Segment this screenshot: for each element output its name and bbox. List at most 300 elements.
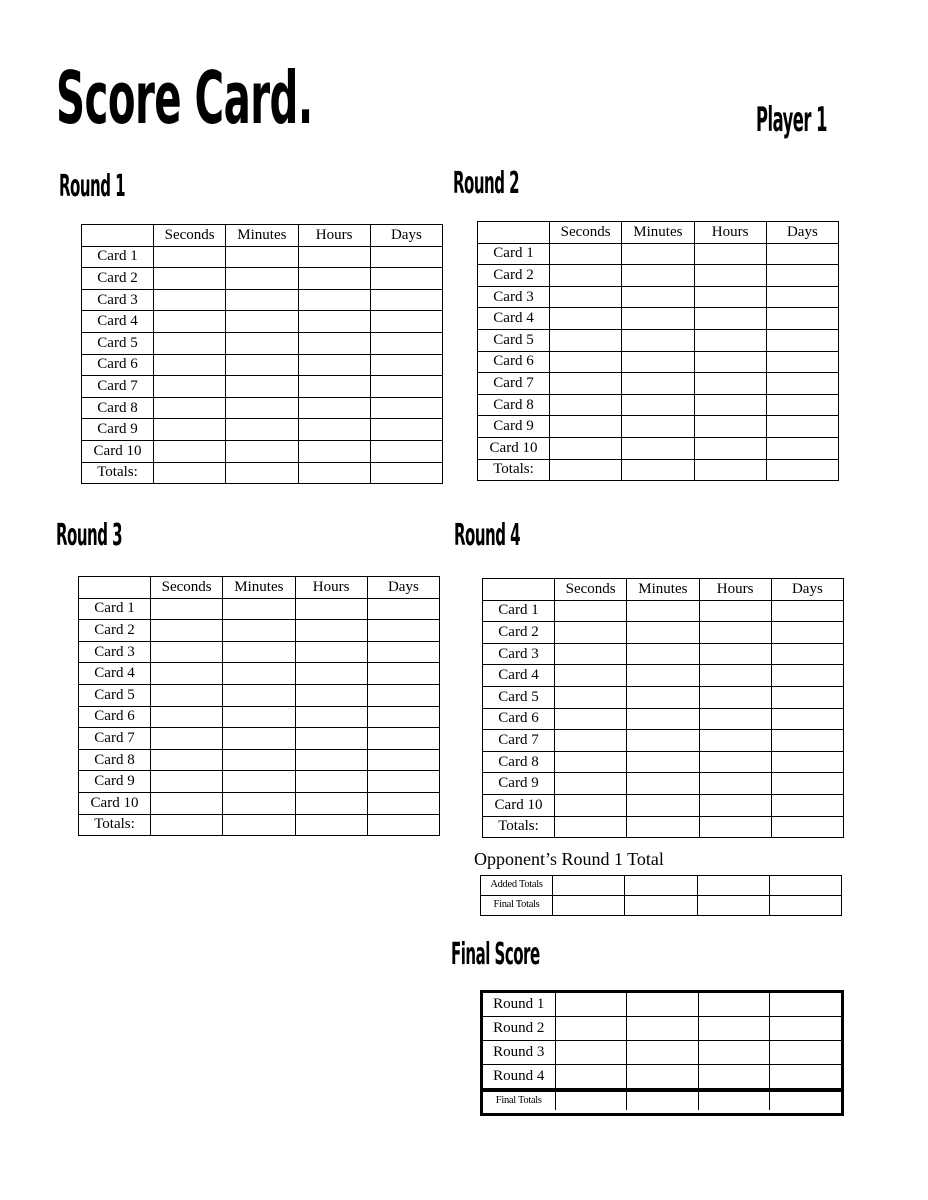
- score-cell[interactable]: [298, 311, 370, 333]
- score-cell[interactable]: [766, 351, 838, 373]
- score-cell[interactable]: [555, 993, 627, 1017]
- score-cell[interactable]: [694, 329, 766, 351]
- score-cell[interactable]: [151, 749, 223, 771]
- score-cell[interactable]: [766, 308, 838, 330]
- score-cell[interactable]: [771, 794, 843, 816]
- score-cell[interactable]: [555, 686, 627, 708]
- score-cell[interactable]: [295, 728, 367, 750]
- score-cell[interactable]: [627, 665, 699, 687]
- score-cell[interactable]: [699, 773, 771, 795]
- score-cell[interactable]: [298, 289, 370, 311]
- row-label: Card 7: [478, 373, 550, 395]
- row-label: Card 6: [478, 351, 550, 373]
- score-cell[interactable]: [223, 706, 295, 728]
- score-cell[interactable]: [226, 246, 298, 268]
- score-cell[interactable]: [550, 416, 622, 438]
- score-cell[interactable]: [555, 1065, 627, 1091]
- table-row: [82, 311, 443, 333]
- score-cell[interactable]: [226, 311, 298, 333]
- score-cell[interactable]: [694, 265, 766, 287]
- score-cell[interactable]: [771, 622, 843, 644]
- score-cell[interactable]: [223, 792, 295, 814]
- score-cell[interactable]: [699, 665, 771, 687]
- score-cell[interactable]: [697, 896, 769, 916]
- score-cell[interactable]: [699, 794, 771, 816]
- score-cell[interactable]: [625, 876, 697, 896]
- score-cell[interactable]: [298, 440, 370, 462]
- row-label: Card 9: [483, 773, 555, 795]
- score-cell[interactable]: [622, 437, 694, 459]
- row-label: Card 2: [82, 268, 154, 290]
- score-cell[interactable]: [771, 643, 843, 665]
- table-row: [478, 416, 839, 438]
- score-cell[interactable]: [370, 246, 442, 268]
- score-cell[interactable]: [370, 376, 442, 398]
- score-cell[interactable]: [226, 268, 298, 290]
- score-cell[interactable]: [771, 600, 843, 622]
- score-cell[interactable]: [367, 749, 439, 771]
- table-row: [483, 816, 844, 838]
- score-cell[interactable]: [295, 641, 367, 663]
- score-cell[interactable]: [555, 773, 627, 795]
- score-cell[interactable]: [555, 1090, 627, 1110]
- score-cell[interactable]: [698, 1065, 770, 1091]
- score-cell[interactable]: [226, 440, 298, 462]
- score-cell[interactable]: [625, 896, 697, 916]
- table-row: [478, 243, 839, 265]
- score-cell[interactable]: [550, 459, 622, 481]
- table-row: [82, 376, 443, 398]
- score-cell[interactable]: [770, 1017, 842, 1041]
- score-cell[interactable]: [367, 684, 439, 706]
- row-label: Card 10: [483, 794, 555, 816]
- final-round-3-row: [483, 1041, 841, 1065]
- score-cell[interactable]: [622, 373, 694, 395]
- score-cell[interactable]: [154, 289, 226, 311]
- score-cell[interactable]: [694, 459, 766, 481]
- score-cell[interactable]: [555, 643, 627, 665]
- score-cell[interactable]: [370, 311, 442, 333]
- score-cell[interactable]: [151, 684, 223, 706]
- row-label: Card 1: [483, 600, 555, 622]
- score-cell[interactable]: [770, 993, 842, 1017]
- score-cell[interactable]: [223, 598, 295, 620]
- table-row: [483, 643, 844, 665]
- row-label: Card 4: [483, 665, 555, 687]
- score-cell[interactable]: [550, 265, 622, 287]
- score-cell[interactable]: [699, 643, 771, 665]
- score-cell[interactable]: [154, 246, 226, 268]
- score-cell[interactable]: [223, 684, 295, 706]
- score-cell[interactable]: [298, 332, 370, 354]
- score-cell[interactable]: [555, 665, 627, 687]
- score-cell[interactable]: [698, 993, 770, 1017]
- score-cell[interactable]: [622, 308, 694, 330]
- table-row: [79, 706, 440, 728]
- row-label: Card 10: [79, 792, 151, 814]
- score-cell[interactable]: [698, 1017, 770, 1041]
- score-cell[interactable]: [698, 1041, 770, 1065]
- score-cell[interactable]: [770, 1090, 842, 1110]
- header-row: [82, 225, 443, 247]
- table-row: [478, 308, 839, 330]
- score-cell[interactable]: [694, 351, 766, 373]
- score-cell[interactable]: [553, 876, 625, 896]
- score-cell[interactable]: [154, 462, 226, 484]
- row-label: Card 3: [478, 286, 550, 308]
- score-cell[interactable]: [694, 437, 766, 459]
- score-cell[interactable]: [223, 771, 295, 793]
- score-cell[interactable]: [555, 600, 627, 622]
- score-cell[interactable]: [295, 620, 367, 642]
- score-cell[interactable]: [699, 600, 771, 622]
- row-label: Card 2: [483, 622, 555, 644]
- corner-cell: [483, 579, 555, 601]
- score-cell[interactable]: [694, 308, 766, 330]
- score-cell[interactable]: [622, 459, 694, 481]
- table-row: [79, 814, 440, 836]
- score-cell[interactable]: [694, 373, 766, 395]
- score-cell[interactable]: [550, 373, 622, 395]
- score-cell[interactable]: [622, 243, 694, 265]
- score-cell[interactable]: [295, 771, 367, 793]
- table-row: [478, 373, 839, 395]
- score-cell[interactable]: [367, 728, 439, 750]
- row-label: Card 6: [82, 354, 154, 376]
- row-label: Card 4: [79, 663, 151, 685]
- score-cell[interactable]: [627, 622, 699, 644]
- row-label: Card 10: [478, 437, 550, 459]
- page-title: Score Card.: [56, 56, 313, 140]
- table-row: [82, 289, 443, 311]
- table-row: [82, 397, 443, 419]
- score-cell[interactable]: [223, 728, 295, 750]
- score-cell[interactable]: [154, 376, 226, 398]
- score-cell[interactable]: [154, 419, 226, 441]
- score-cell[interactable]: [766, 243, 838, 265]
- score-cell[interactable]: [553, 896, 625, 916]
- header-row: [79, 577, 440, 599]
- score-cell[interactable]: [226, 397, 298, 419]
- round-4-heading: Round 4: [454, 518, 521, 553]
- row-label: Card 1: [478, 243, 550, 265]
- score-cell[interactable]: [627, 600, 699, 622]
- table-row: [82, 419, 443, 441]
- score-cell[interactable]: [694, 416, 766, 438]
- row-label: Round 4: [483, 1065, 555, 1091]
- score-cell[interactable]: [766, 265, 838, 287]
- table-row: [82, 440, 443, 462]
- score-cell[interactable]: [226, 419, 298, 441]
- column-header: Seconds: [550, 222, 622, 244]
- final-round-1-row: [483, 993, 841, 1017]
- score-cell[interactable]: [367, 620, 439, 642]
- score-cell[interactable]: [555, 751, 627, 773]
- score-cell[interactable]: [697, 876, 769, 896]
- score-cell[interactable]: [769, 896, 841, 916]
- score-cell[interactable]: [770, 1041, 842, 1065]
- table-row: [79, 771, 440, 793]
- table-row: [478, 351, 839, 373]
- score-cell[interactable]: [154, 268, 226, 290]
- score-cell[interactable]: [627, 751, 699, 773]
- added-totals-row: [481, 876, 842, 896]
- score-cell[interactable]: [769, 876, 841, 896]
- score-cell[interactable]: [555, 622, 627, 644]
- score-cell[interactable]: [295, 684, 367, 706]
- score-cell[interactable]: [298, 462, 370, 484]
- opponent-totals-table: [480, 875, 842, 916]
- score-cell[interactable]: [766, 286, 838, 308]
- score-cell[interactable]: [550, 437, 622, 459]
- column-header: Seconds: [555, 579, 627, 601]
- score-cell[interactable]: [223, 663, 295, 685]
- score-cell[interactable]: [550, 243, 622, 265]
- table-row: [483, 686, 844, 708]
- score-cell[interactable]: [223, 749, 295, 771]
- round-4-table: [482, 578, 844, 838]
- score-cell[interactable]: [622, 329, 694, 351]
- score-cell[interactable]: [699, 622, 771, 644]
- score-cell[interactable]: [367, 663, 439, 685]
- score-cell[interactable]: [298, 376, 370, 398]
- score-cell[interactable]: [627, 1090, 699, 1110]
- score-cell[interactable]: [226, 332, 298, 354]
- score-cell[interactable]: [622, 416, 694, 438]
- score-cell[interactable]: [770, 1065, 842, 1091]
- column-header: Days: [766, 222, 838, 244]
- score-cell[interactable]: [298, 419, 370, 441]
- score-cell[interactable]: [550, 394, 622, 416]
- score-cell[interactable]: [627, 1065, 699, 1091]
- column-header: Seconds: [154, 225, 226, 247]
- score-cell[interactable]: [555, 1017, 627, 1041]
- score-cell[interactable]: [698, 1090, 770, 1110]
- score-cell[interactable]: [627, 686, 699, 708]
- score-cell[interactable]: [694, 243, 766, 265]
- row-label: Card 9: [478, 416, 550, 438]
- score-cell[interactable]: [771, 708, 843, 730]
- score-cell[interactable]: [367, 706, 439, 728]
- score-cell[interactable]: [555, 1041, 627, 1065]
- score-cell[interactable]: [151, 814, 223, 836]
- score-cell[interactable]: [298, 354, 370, 376]
- score-cell[interactable]: [771, 665, 843, 687]
- score-cell[interactable]: [367, 641, 439, 663]
- score-cell[interactable]: [627, 1041, 699, 1065]
- table-row: [79, 620, 440, 642]
- score-cell[interactable]: [555, 794, 627, 816]
- row-label: Round 1: [483, 993, 555, 1017]
- score-cell[interactable]: [226, 354, 298, 376]
- score-cell[interactable]: [622, 286, 694, 308]
- score-cell[interactable]: [295, 814, 367, 836]
- score-cell[interactable]: [555, 730, 627, 752]
- score-cell[interactable]: [298, 397, 370, 419]
- column-header: Hours: [694, 222, 766, 244]
- score-cell[interactable]: [370, 289, 442, 311]
- score-cell[interactable]: [627, 993, 699, 1017]
- score-cell[interactable]: [550, 286, 622, 308]
- row-label: Totals:: [79, 814, 151, 836]
- score-cell[interactable]: [151, 771, 223, 793]
- score-cell[interactable]: [771, 773, 843, 795]
- score-cell[interactable]: [622, 265, 694, 287]
- score-cell[interactable]: [766, 373, 838, 395]
- table-row: [79, 684, 440, 706]
- score-cell[interactable]: [295, 706, 367, 728]
- final-score-heading: Final Score: [451, 937, 540, 972]
- score-cell[interactable]: [370, 440, 442, 462]
- score-cell[interactable]: [771, 816, 843, 838]
- score-cell[interactable]: [295, 598, 367, 620]
- row-label: Card 3: [82, 289, 154, 311]
- score-cell[interactable]: [154, 440, 226, 462]
- row-label: Round 2: [483, 1017, 555, 1041]
- score-cell[interactable]: [151, 598, 223, 620]
- table-row: [478, 286, 839, 308]
- final-score-box: [480, 990, 844, 1116]
- score-cell[interactable]: [555, 708, 627, 730]
- score-cell[interactable]: [370, 462, 442, 484]
- score-cell[interactable]: [370, 354, 442, 376]
- row-label: Card 2: [478, 265, 550, 287]
- row-label: Card 5: [483, 686, 555, 708]
- row-label: Card 3: [79, 641, 151, 663]
- column-header: Seconds: [151, 577, 223, 599]
- table-row: [82, 354, 443, 376]
- score-cell[interactable]: [694, 394, 766, 416]
- score-cell[interactable]: [622, 351, 694, 373]
- table-row: [478, 459, 839, 481]
- row-label: Card 3: [483, 643, 555, 665]
- score-cell[interactable]: [627, 816, 699, 838]
- score-cell[interactable]: [694, 286, 766, 308]
- round-3-table: [78, 576, 440, 836]
- score-cell[interactable]: [370, 397, 442, 419]
- row-label: Card 1: [82, 246, 154, 268]
- table-row: [79, 792, 440, 814]
- score-cell[interactable]: [550, 329, 622, 351]
- row-label: Totals:: [478, 459, 550, 481]
- score-cell[interactable]: [699, 730, 771, 752]
- table-row: [483, 751, 844, 773]
- round-3-heading: Round 3: [56, 518, 123, 553]
- score-cell[interactable]: [151, 728, 223, 750]
- score-cell[interactable]: [766, 416, 838, 438]
- final-round-4-row: [483, 1065, 841, 1091]
- row-label: Card 7: [483, 730, 555, 752]
- score-cell[interactable]: [771, 686, 843, 708]
- score-cell[interactable]: [154, 397, 226, 419]
- score-cell[interactable]: [367, 792, 439, 814]
- score-cell[interactable]: [367, 814, 439, 836]
- score-cell[interactable]: [627, 794, 699, 816]
- score-cell[interactable]: [295, 792, 367, 814]
- score-cell[interactable]: [627, 730, 699, 752]
- score-cell[interactable]: [151, 620, 223, 642]
- score-cell[interactable]: [223, 620, 295, 642]
- table-row: [79, 728, 440, 750]
- score-cell[interactable]: [154, 332, 226, 354]
- table-row: [478, 394, 839, 416]
- score-cell[interactable]: [627, 643, 699, 665]
- final-round-2-row: [483, 1017, 841, 1041]
- score-cell[interactable]: [766, 394, 838, 416]
- score-cell[interactable]: [295, 663, 367, 685]
- score-cell[interactable]: [370, 332, 442, 354]
- score-cell[interactable]: [627, 708, 699, 730]
- score-cell[interactable]: [699, 686, 771, 708]
- table-row: [79, 641, 440, 663]
- score-cell[interactable]: [370, 268, 442, 290]
- score-cell[interactable]: [550, 351, 622, 373]
- row-label: Added Totals: [481, 876, 553, 896]
- final-totals-row: [483, 1090, 841, 1110]
- score-cell[interactable]: [154, 311, 226, 333]
- score-cell[interactable]: [151, 706, 223, 728]
- score-cell[interactable]: [627, 773, 699, 795]
- score-cell[interactable]: [622, 394, 694, 416]
- score-cell[interactable]: [370, 419, 442, 441]
- row-label: Card 5: [82, 332, 154, 354]
- row-label: Card 6: [79, 706, 151, 728]
- row-label: Card 8: [483, 751, 555, 773]
- row-label: Card 4: [478, 308, 550, 330]
- score-cell[interactable]: [367, 598, 439, 620]
- score-cell[interactable]: [550, 308, 622, 330]
- score-cell[interactable]: [151, 792, 223, 814]
- score-cell[interactable]: [555, 816, 627, 838]
- score-cell[interactable]: [226, 376, 298, 398]
- score-cell[interactable]: [367, 771, 439, 793]
- score-cell[interactable]: [151, 641, 223, 663]
- round-1-heading: Round 1: [59, 169, 126, 204]
- score-cell[interactable]: [699, 751, 771, 773]
- score-cell[interactable]: [226, 462, 298, 484]
- corner-cell: [79, 577, 151, 599]
- column-header: Days: [367, 577, 439, 599]
- score-cell[interactable]: [151, 663, 223, 685]
- score-cell[interactable]: [298, 268, 370, 290]
- row-label: Card 4: [82, 311, 154, 333]
- column-header: Minutes: [226, 225, 298, 247]
- score-cell[interactable]: [298, 246, 370, 268]
- row-label: Round 3: [483, 1041, 555, 1065]
- score-cell[interactable]: [766, 329, 838, 351]
- column-header: Minutes: [622, 222, 694, 244]
- score-cell[interactable]: [766, 459, 838, 481]
- column-header: Minutes: [627, 579, 699, 601]
- table-row: [483, 794, 844, 816]
- score-cell[interactable]: [223, 814, 295, 836]
- score-cell[interactable]: [226, 289, 298, 311]
- score-cell[interactable]: [699, 708, 771, 730]
- table-row: [483, 730, 844, 752]
- score-cell[interactable]: [295, 749, 367, 771]
- score-cell[interactable]: [771, 730, 843, 752]
- score-cell[interactable]: [223, 641, 295, 663]
- opponent-round-1-total-label: Opponent’s Round 1 Total: [474, 849, 664, 869]
- row-label: Totals:: [483, 816, 555, 838]
- final-score-table: [483, 993, 841, 1110]
- score-cell[interactable]: [627, 1017, 699, 1041]
- score-cell[interactable]: [699, 816, 771, 838]
- round-2-table: [477, 221, 839, 481]
- score-cell[interactable]: [771, 751, 843, 773]
- score-cell[interactable]: [154, 354, 226, 376]
- score-cell[interactable]: [766, 437, 838, 459]
